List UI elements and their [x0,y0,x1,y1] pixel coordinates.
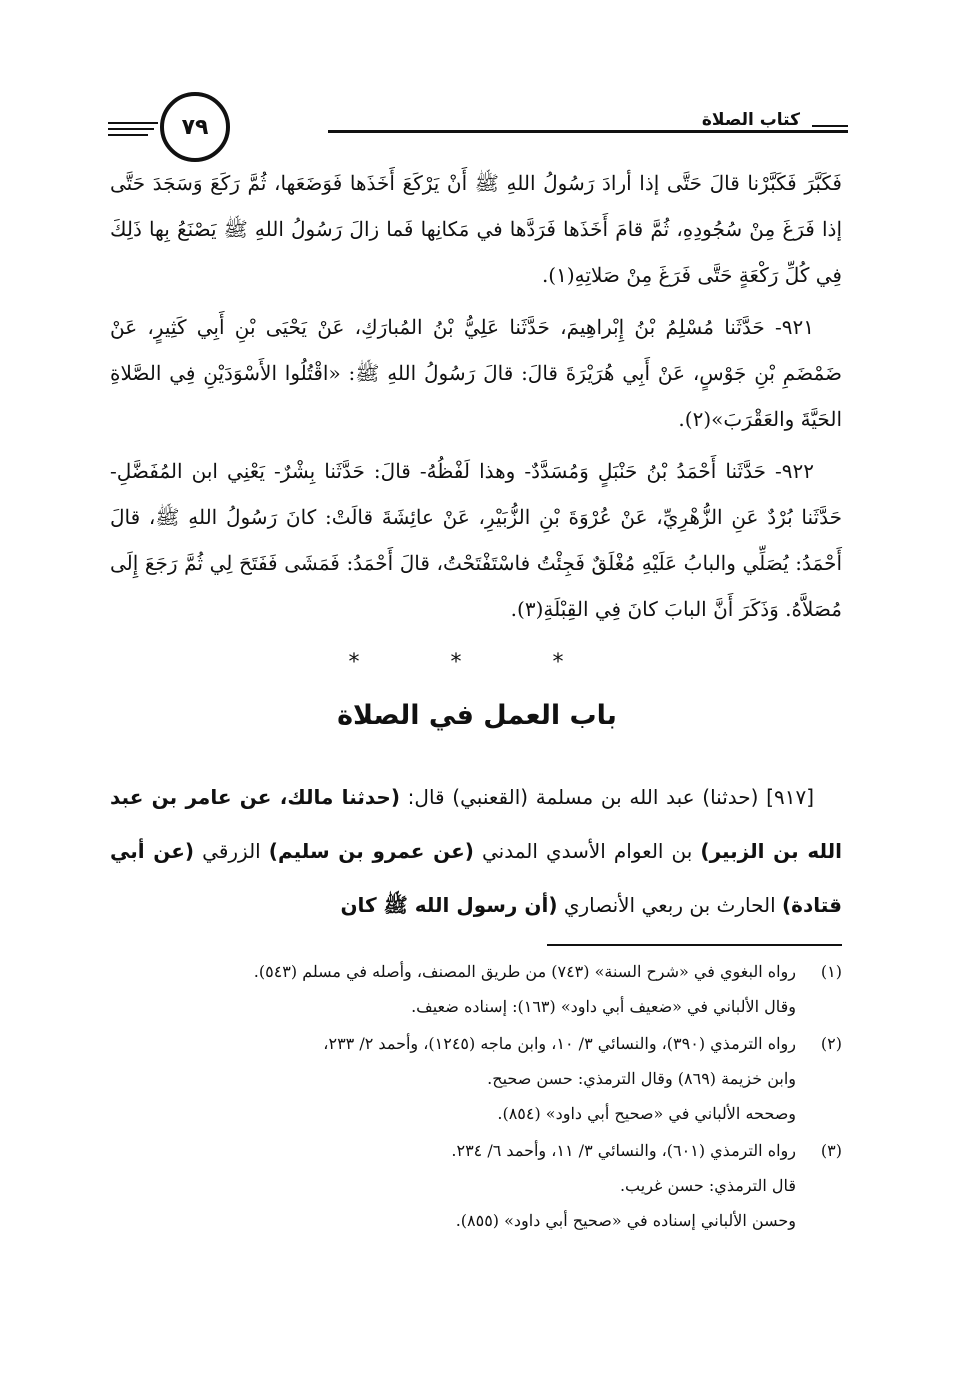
hadith-text [110,160,842,638]
hadith-922 [110,448,842,632]
footnote-line: رواه الترمذي (٣٩٠)، والنسائي ٣/ ١٠، وابن ماجه (١٢٤٥)، وأحمد ٢/ ٢٣٣، [323,1034,796,1053]
page-number: ٧٩ [160,92,230,162]
header-rule-right [812,125,848,127]
commentary-quote: (عن عمرو بن سليم) [268,839,474,863]
footnote [110,954,842,1024]
commentary-text: بن العوام الأسدي المدني [473,839,701,863]
commentary-paragraph [110,770,842,932]
commentary-text: [٩١٧] (حدثنا) عبد الله بن مسلمة (القعنبي) قال: [399,785,814,809]
footnote-line: وقال الألباني في «ضعيف أبي داود» (١٦٣): إسناده ضعيف. [411,997,796,1016]
footnote [110,1133,842,1238]
section-separator: * * * [348,650,606,675]
commentary-text: الزرقي [194,839,269,863]
footnote-line: وصححه الألباني في «صحيح أبي داود» (٨٥٤). [497,1104,796,1123]
footnote-divider [547,944,842,946]
header-rule-left [108,134,148,136]
footnote-number: (٢) [820,1034,842,1053]
footnote [110,1026,842,1131]
section-title: باب العمل في الصلاة [337,700,617,731]
commentary [110,770,842,932]
book-title: كتاب الصلاة [694,110,808,130]
commentary-text: الحارث بن ربعي الأنصاري [557,893,783,917]
footnote-line: رواه البغوي في «شرح السنة» (٧٤٣) من طريق المصنف، وأصله في مسلم (٥٤٣). [253,962,796,981]
footnotes [110,954,842,1240]
commentary-quote: (عن أبي قتادة) [110,839,842,917]
footnote-line: رواه الترمذي (٦٠١)، والنسائي ٣/ ١١، وأحمد ٦/ ٢٣٤. [451,1141,796,1160]
hadith-921 [110,304,842,442]
hadith-922-text: ٩٢٢- حَدَّثَنا أَحْمَدُ بْنُ حَنْبَلٍ وَمُسَدَّدٌ- وهذا لَفْظُهُ- قالَ: حَدَّثَنا بِشْرٌ- يَعْنِي ابن المُفَضَّلِ- حَدَّثَنا بُرْدٌ عَنِ الزُّهْرِيِّ، عَنْ عُرْوَةَ بْنِ الزُّبَيْرِ، عَنْ عائِشَةَ قالَتْ: كانَ رَسُولُ اللهِ ﷺ، قالَ أَحْمَدُ: يُصَلِّي والبابُ عَلَيْهِ مُغْلَقٌ فَجِئْتُ فاسْتَفْتَحْتُ، قالَ أَحْمَدُ: فَمَشَى فَفَتَحَ لِي ثُمَّ رَجَعَ إِلَى مُصَلاَّهُ. وَذَكَرَ أَنَّ البابَ كانَ فِي القِبْلَةِ(٣). [110,459,842,621]
commentary-quote: (حدثنا مالك، عن عامر بن عبد الله بن الزبير) [110,785,842,863]
footnote-line: وحسن الألباني إسناده في «صحيح أبي داود» (٨٥٥). [455,1211,796,1230]
header-rule-left [108,122,158,124]
header-rule [328,130,848,133]
hadith-921-text: ٩٢١- حَدَّثَنا مُسْلِمُ بْنُ إِبْراهِيمَ، حَدَّثَنا عَلِيُّ بْنُ المُبارَكِ، عَنْ يَحْيَى بْنِ أَبِي كَثِيرٍ، عَنْ ضَمْضَمِ بْنِ جَوْسٍ، عَنْ أَبِي هُرَيْرَةَ قالَ: قالَ رَسُولُ اللهِ ﷺ: «اقْتُلُوا الأَسْوَدَيْنِ فِي الصَّلاةِ الحَيَّةَ والعَقْرَبَ»(٢). [110,315,842,431]
page-header [108,92,848,164]
footnote-number: (٣) [820,1141,842,1160]
header-rule-left [108,128,154,130]
footnote-line: قال الترمذي: حسن غريب. [619,1176,796,1195]
footnote-line: وابن خزيمة (٨٦٩) وقال الترمذي: حسن صحيح. [487,1069,796,1088]
hadith-paragraph: فَكَبَّرَ فَكَبَّرْنا قالَ حَتَّى إذا أرادَ رَسُولُ اللهِ ﷺ أَنْ يَرْكَعَ أَخَذَها فَوَضَعَها، ثُمَّ رَكَعَ وَسَجَدَ حَتَّى إذا فَرَغَ مِنْ سُجُودِهِ، ثُمَّ قامَ أَخَذَها فَرَدَّها في مَكانِها فَما زالَ رَسُولُ اللهِ ﷺ يَصْنَعُ بِها ذَلِكَ فِي كُلِّ رَكْعَةٍ حَتَّى فَرَغَ مِنْ صَلاتِهِ(١). [110,171,842,287]
footnote-number: (١) [820,962,842,981]
commentary-quote: (أن رسول الله ﷺ كان [340,893,558,917]
